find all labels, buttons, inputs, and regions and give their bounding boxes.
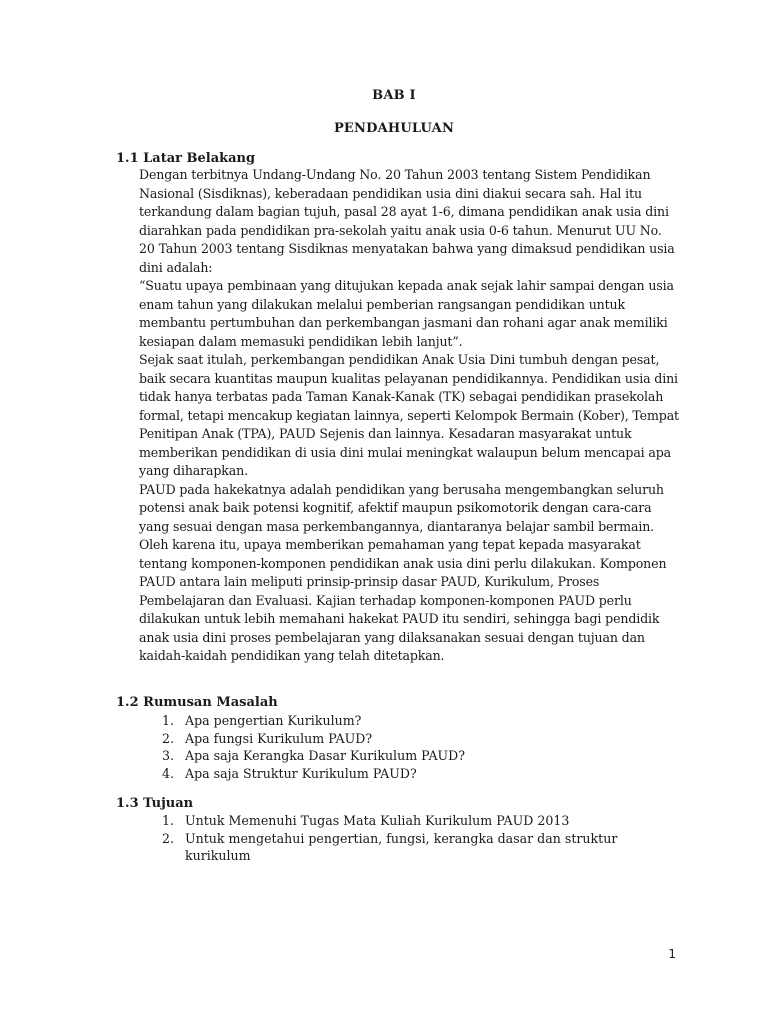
list-item-text: Apa pengertian Kurikulum?: [185, 713, 362, 728]
list-item-number: 2.: [162, 730, 175, 746]
page-number: 1: [668, 947, 676, 961]
list-item-text: Apa saja Kerangka Dasar Kurikulum PAUD?: [185, 748, 466, 763]
quote-paragraph: “Suatu upaya pembinaan yang ditujukan kepada anak sejak lahir sampai dengan usia enam tahun yang dilakukan melalui pemberian rangsangan pendidikan untuk membantu pertumbuhan dan perkembangan jasmani dan rohani agar anak memiliki kesiapan dalam memasuki pendidikan lebih lanjut”.: [139, 278, 674, 349]
tujuan-list: [162, 812, 682, 865]
list-item: [162, 812, 682, 830]
list-item-number: 2.: [162, 830, 175, 846]
section-heading-latar-belakang: 1.1 Latar Belakang: [116, 151, 256, 166]
list-item: [162, 712, 682, 730]
section-heading-tujuan: 1.3 Tujuan: [116, 796, 194, 811]
list-item-text: Untuk Memenuhi Tugas Mata Kuliah Kurikulum PAUD 2013: [185, 813, 570, 828]
list-item-number: 1.: [162, 813, 175, 828]
paragraph: Sejak saat itulah, perkembangan pendidikan Anak Usia Dini tumbuh dengan pesat, baik secara kuantitas maupun kualitas pelayanan pendidikannya. Pendidikan usia dini tidak hanya terbatas pada Taman Kanak-Kanak (TK) sebagai pendidikan prasekolah formal, tetapi mencakup kegiatan lainnya, seperti Kelompok Bermain (Kober), Tempat Penitipan Anak (TPA), PAUD Sejenis dan lainnya. Kesadaran masyarakat untuk memberikan pendidikan di usia dini mulai meningkat walaupun belum mencapai apa yang diharapkan.: [139, 352, 679, 478]
list-item: [162, 730, 682, 748]
list-item-number: 3.: [162, 748, 175, 763]
list-item: [162, 830, 682, 865]
section-body-latar-belakang: [139, 166, 679, 666]
chapter-title: PENDAHULUAN: [333, 121, 455, 136]
rumusan-masalah-list: [162, 712, 682, 782]
list-item: [162, 747, 682, 765]
list-item-number: 4.: [162, 765, 175, 781]
list-item-number: 1.: [162, 713, 175, 728]
list-item-text: Apa fungsi Kurikulum PAUD?: [185, 730, 373, 746]
list-item: [162, 765, 682, 783]
list-item-text: Apa saja Struktur Kurikulum PAUD?: [185, 765, 417, 781]
section-heading-rumusan-masalah: 1.2 Rumusan Masalah: [116, 695, 278, 710]
list-item-text: Untuk mengetahui pengertian, fungsi, kerangka dasar dan struktur kurikulum: [185, 830, 618, 863]
paragraph: Dengan terbitnya Undang-Undang No. 20 Tahun 2003 tentang Sistem Pendidikan Nasional (Sisdiknas), keberadaan pendidikan usia dini diakui secara sah. Hal itu terkandung dalam bagian tujuh, pasal 28 ayat 1-6, dimana pendidikan anak usia dini diarahkan pada pendidikan pra-sekolah yaitu anak usia 0-6 tahun. Menurut UU No. 20 Tahun 2003 tentang Sisdiknas menyatakan bahwa yang dimaksud pendidikan usia dini adalah:: [139, 167, 675, 275]
chapter-number: BAB I: [372, 88, 416, 103]
paragraph: PAUD pada hakekatnya adalah pendidikan yang berusaha mengembangkan seluruh potensi anak baik potensi kognitif, afektif maupun psikomotorik dengan cara-cara yang sesuai dengan masa perkembangannya, diantaranya belajar sambil bermain. Oleh karena itu, upaya memberikan pemahaman yang tepat kepada masyarakat tentang komponen-komponen pendidikan anak usia dini perlu dilakukan. Komponen PAUD antara lain meliputi prinsip-prinsip dasar PAUD, Kurikulum, Proses Pembelajaran dan Evaluasi. Kajian terhadap komponen-komponen PAUD perlu dilakukan untuk lebih memahani hakekat PAUD itu sendiri, sehingga bagi pendidik anak usia dini proses pembelajaran yang dilaksanakan sesuai dengan tujuan dan kaidah-kaidah pendidikan yang telah ditetapkan.: [139, 481, 667, 663]
